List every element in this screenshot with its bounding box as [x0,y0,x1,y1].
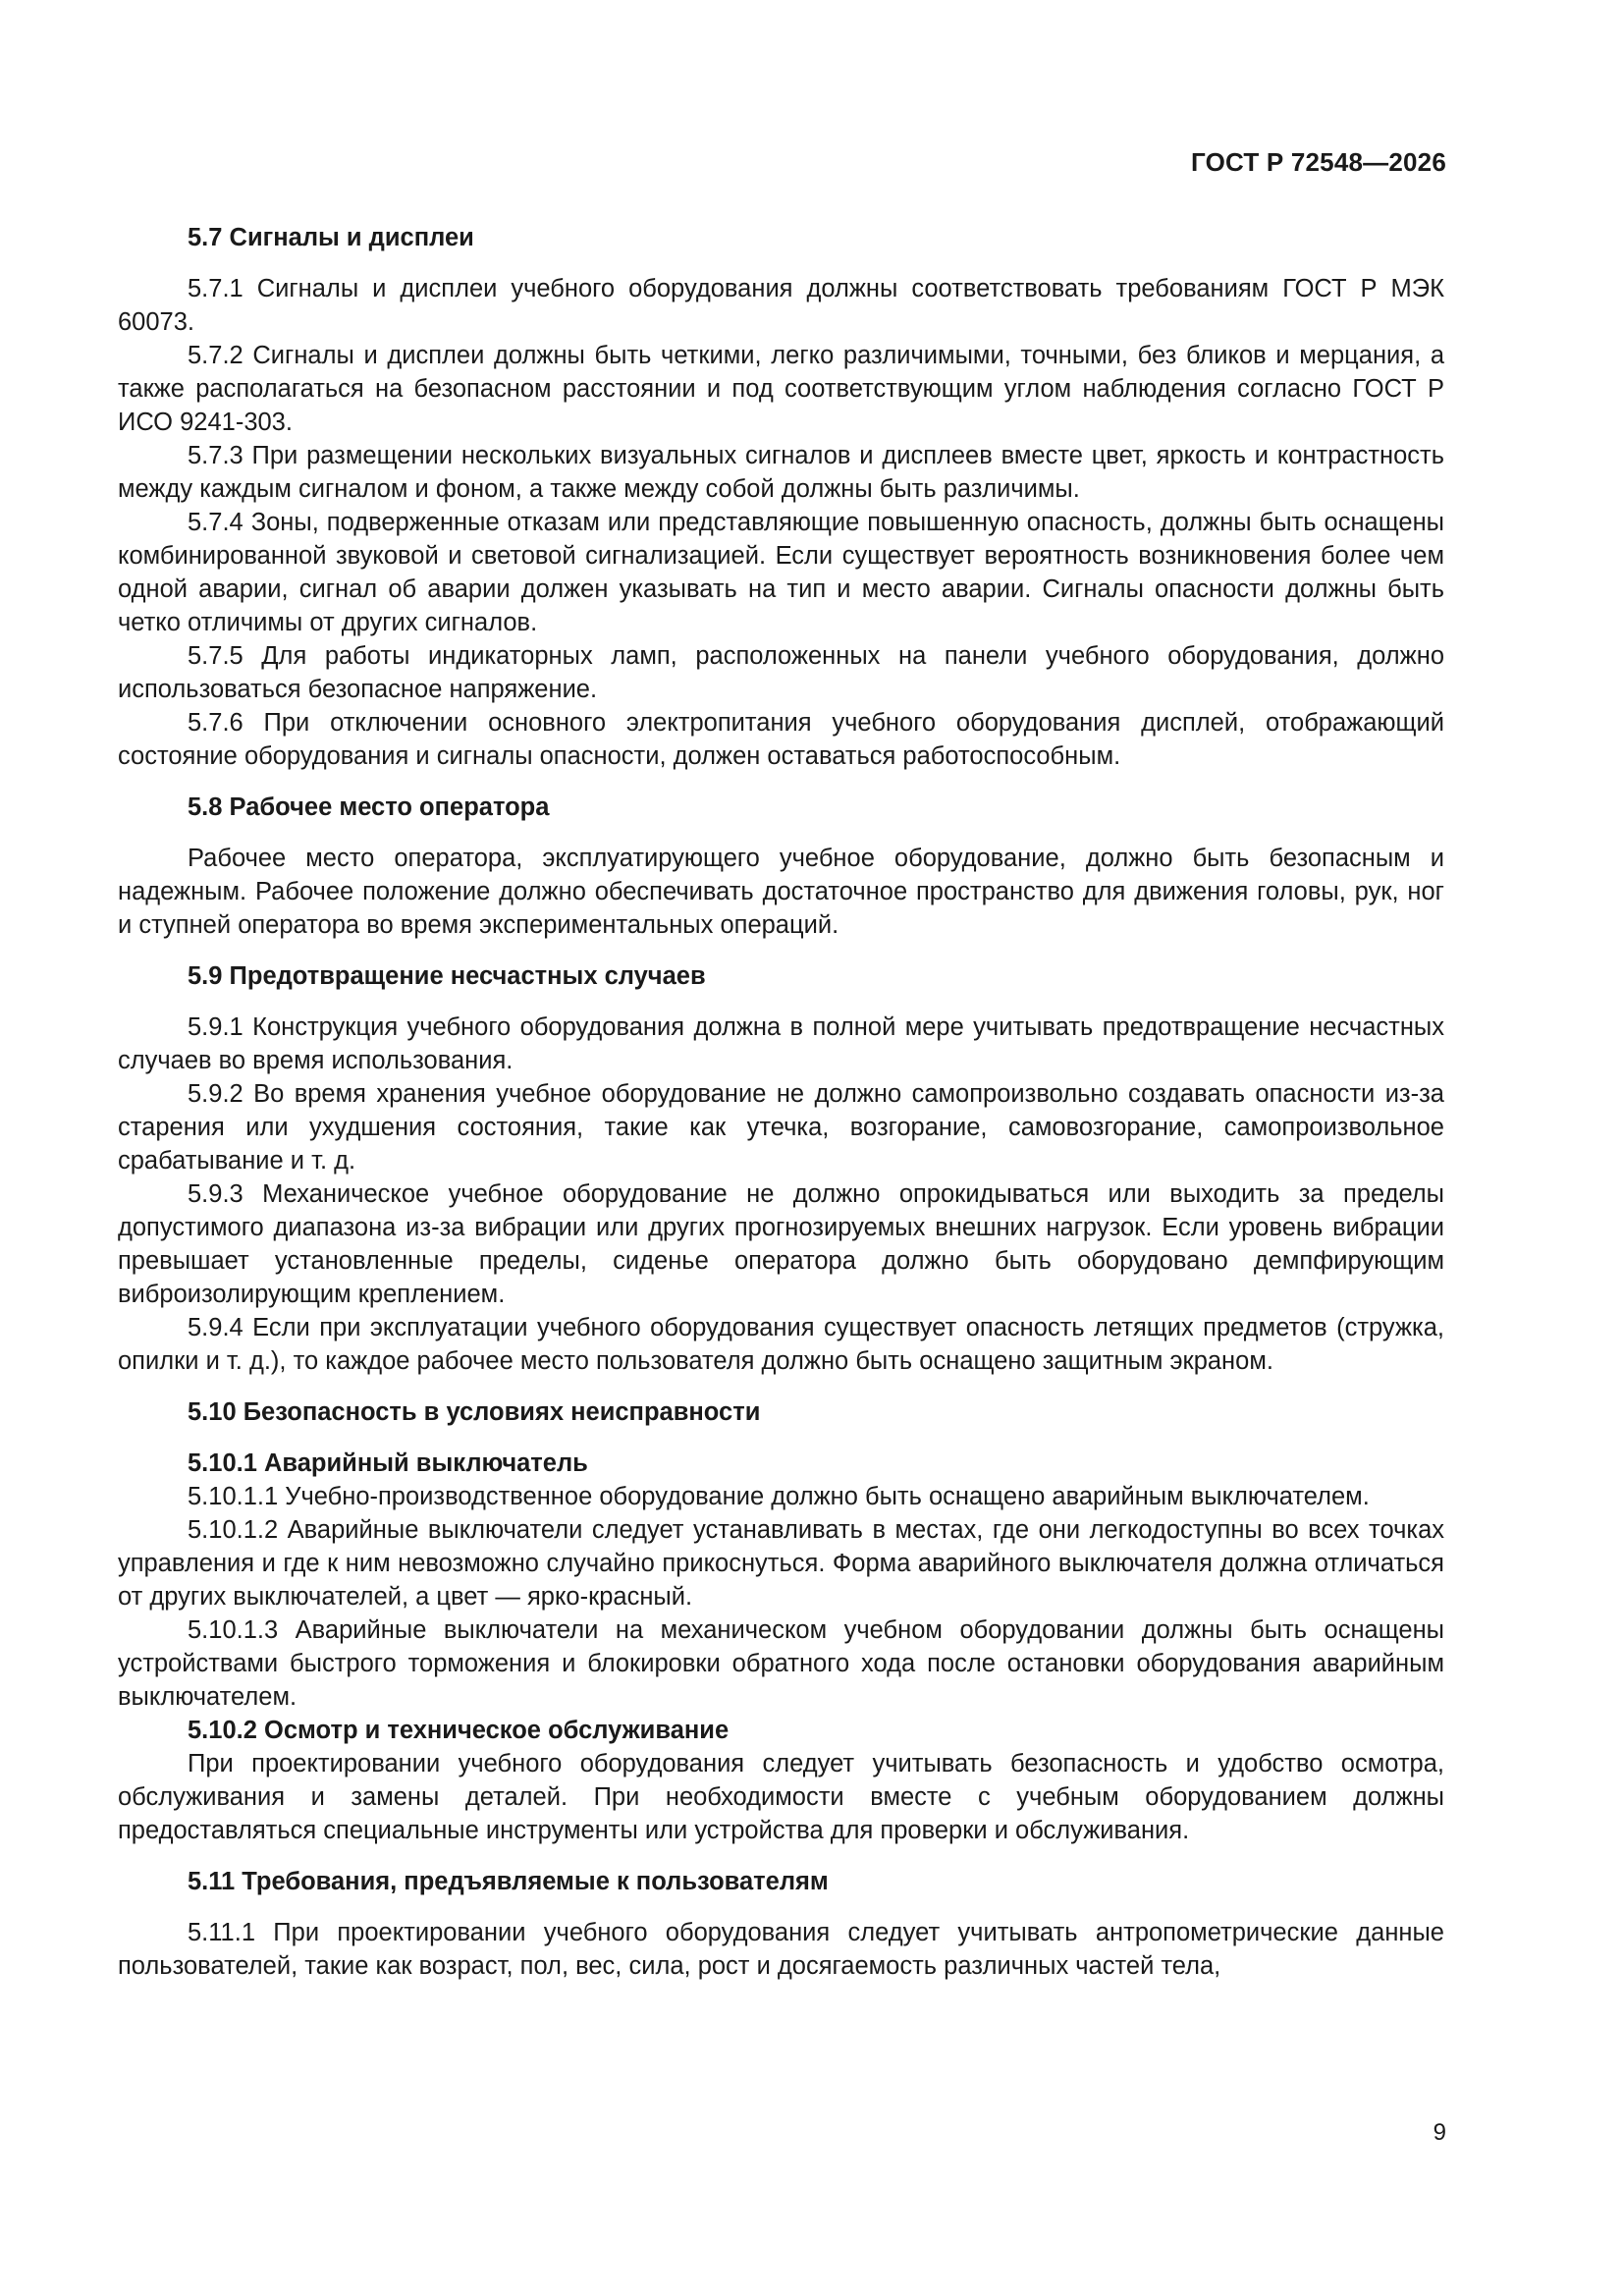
section-title: 5.9 Предотвращение несчастных случаев [188,962,706,990]
subsection-5-10-2 [118,1714,1444,1847]
paragraph: 5.10.1.3 Аварийные выключатели на механическом учебном оборудовании должны быть оснащены устройствами быстрого торможения и блокировки обратного хода после остановки оборудования аварийным выключателем. [118,1616,1444,1711]
section-5-11 [118,1865,1444,1983]
section-5-10 [118,1395,1444,1847]
paragraph: Рабочее место оператора, эксплуатирующего учебное оборудование, должно быть безопасным и надежным. Рабочее положение должно обеспечивать достаточное пространство для движения головы, рук, ног и ступней оператора во время экспериментальных операций. [118,845,1444,939]
paragraph: 5.10.1.2 Аварийные выключатели следует устанавливать в местах, где они легкодоступны во всех точках управления и где к ним невозможно случайно прикоснуться. Форма аварийного выключателя должна отличаться от других выключателей, а цвет — ярко-красный. [118,1516,1444,1611]
section-title: 5.8 Рабочее место оператора [188,793,550,821]
section-5-9 [118,959,1444,1378]
subsection-title: 5.10.2 Осмотр и техническое обслуживание [188,1717,730,1744]
paragraph: 5.9.4 Если при эксплуатации учебного оборудования существует опасность летящих предметов (стружка, опилки и т. д.), то каждое рабочее место пользователя должно быть оснащено защитным экраном. [118,1314,1444,1375]
subsection-5-10-1 [118,1447,1444,1714]
section-5-8 [118,791,1444,942]
paragraph: 5.7.1 Сигналы и дисплеи учебного оборудования должны соответствовать требованиям ГОСТ Р МЭК 60073. [118,275,1444,336]
paragraph: 5.9.3 Механическое учебное оборудование не должно опрокидываться или выходить за пределы допустимого диапазона из-за вибрации или других прогнозируемых внешних нагрузок. Если уровень вибрации превышает установленные пределы, сиденье оператора должно быть оборудовано демпфирующим виброизолирующим креплением. [118,1180,1444,1308]
subsection-title: 5.10.1 Аварийный выключатель [188,1449,588,1477]
paragraph: 5.9.2 Во время хранения учебное оборудование не должно самопроизвольно создавать опасности из-за старения или ухудшения состояния, такие как утечка, возгорание, самовозгорание, самопроизвольное срабатывание и т. д. [118,1080,1444,1175]
paragraph: 5.7.4 Зоны, подверженные отказам или представляющие повышенную опасность, должны быть оснащены комбинированной звуковой и световой сигнализацией. Если существует вероятность возникновения более чем одной аварии, сигнал об аварии должен указывать на тип и место аварии. Сигналы опасности должны быть четко отличимы от других сигналов. [118,509,1444,636]
section-5-7 [118,221,1444,773]
paragraph: 5.10.1.1 Учебно-производственное оборудование должно быть оснащено аварийным выключателем. [188,1483,1370,1510]
paragraph: 5.9.1 Конструкция учебного оборудования должна в полной мере учитывать предотвращение несчастных случаев во время использования. [118,1013,1444,1074]
paragraph: 5.11.1 При проектировании учебного оборудования следует учитывать антропометрические данные пользователей, такие как возраст, пол, вес, сила, рост и досягаемость различных частей тела, [118,1919,1444,1980]
paragraph: 5.7.6 При отключении основного электропитания учебного оборудования дисплей, отображающий состояние оборудования и сигналы опасности, должен оставаться работоспособным. [118,709,1444,770]
section-title: 5.10 Безопасность в условиях неисправности [188,1398,761,1426]
section-title: 5.7 Сигналы и дисплеи [188,224,474,251]
page-number: 9 [1433,2119,1446,2146]
paragraph: При проектировании учебного оборудования следует учитывать безопасность и удобство осмотра, обслуживания и замены деталей. При необходимости вместе с учебным оборудованием должны предоставляться специальные инструменты или устройства для проверки и обслуживания. [118,1750,1444,1844]
document-body [118,221,1444,1983]
paragraph: 5.7.3 При размещении нескольких визуальных сигналов и дисплеев вместе цвет, яркость и контрастность между каждым сигналом и фоном, а также между собой должны быть различимы. [118,442,1444,503]
paragraph: 5.7.5 Для работы индикаторных ламп, расположенных на панели учебного оборудования, должно использоваться безопасное напряжение. [118,642,1444,703]
section-title: 5.11 Требования, предъявляемые к пользователям [188,1868,829,1895]
paragraph: 5.7.2 Сигналы и дисплеи должны быть четкими, легко различимыми, точными, без бликов и мерцания, а также располагаться на безопасном расстоянии и под соответствующим углом наблюдения согласно ГОСТ Р ИСО 9241-303. [118,342,1444,436]
standard-code-header: ГОСТ Р 72548—2026 [1191,147,1446,177]
